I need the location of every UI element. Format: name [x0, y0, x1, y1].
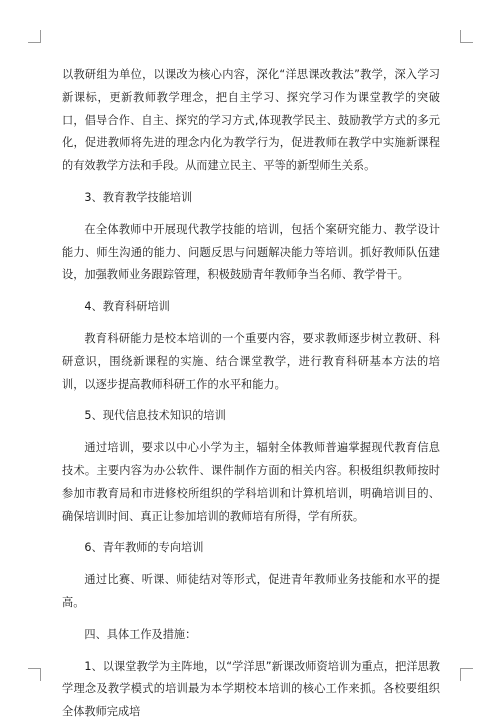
paragraph-it-training: 通过培训，要求以中心小学为主，辐射全体教师普遍掌握现代教育信息技术。主要内容为办公软件、课件制作方面的相关内容。积极组织教师按时参加市教育局和市进修校所组织的学科培训和计算机培训，明确培训目的、确保培训时间、真正让参加培训的教师培有所得，学有所获。 — [62, 441, 440, 523]
paragraph-research-training: 教育科研能力是校本培训的一个重要内容，要求教师逐步树立教研、科研意识，围绕新课程的实施、结合课堂教学，进行教育科研基本方法的培训，以逐步提高教师科研工作的水平和能力。 — [62, 331, 440, 391]
heading-measures: 四、具体工作及措施： — [84, 627, 197, 641]
heading-skills-training: 3、教育教学技能培训 — [84, 190, 193, 204]
crop-mark-bottom-right — [460, 668, 473, 681]
crop-mark-top-left — [28, 30, 41, 43]
paragraph-skills-training: 在全体教师中开展现代教学技能的培训，包括个案研究能力、教学设计能力、师生沟通的能力、问题反思与问题解决能力等培训。抓好教师队伍建设，加强教师业务跟踪管理，积极鼓励青年教师争当名师、教学骨干。 — [62, 222, 440, 282]
heading-it-training: 5、现代信息技术知识的培训 — [84, 409, 226, 423]
heading-young-teacher-training: 6、青年教师的专向培训 — [84, 541, 204, 555]
document-body — [62, 64, 440, 724]
paragraph-intro: 以教研组为单位，以课改为核心内容，深化“洋思课改教法”教学，深入学习新课标，更新教师教学理念，把自主学习、探究学习作为课堂教学的突破口，倡导合作、自主、探究的学习方式,体现教学民主、鼓励教学方式的多元化，促进教师将先进的理念内化为教学行为，促进教师在教学中实施新课程的有效教学方法和手段。从而建立民主、平等的新型师生关系。 — [62, 68, 440, 173]
heading-research-training: 4、教育科研培训 — [84, 300, 170, 314]
crop-mark-bottom-left — [28, 668, 41, 681]
crop-mark-top-right — [460, 30, 473, 43]
paragraph-measures-1: 1、以课堂教学为主阵地，以“学洋思”新课改师资培训为重点，把洋思教学理念及教学模式的培训最为本学期校本培训的核心工作来抓。各校要组织全体教师完成培 — [62, 659, 440, 719]
paragraph-young-teacher-training: 通过比赛、听课、师徒结对等形式，促进青年教师业务技能和水平的提高。 — [62, 573, 440, 609]
